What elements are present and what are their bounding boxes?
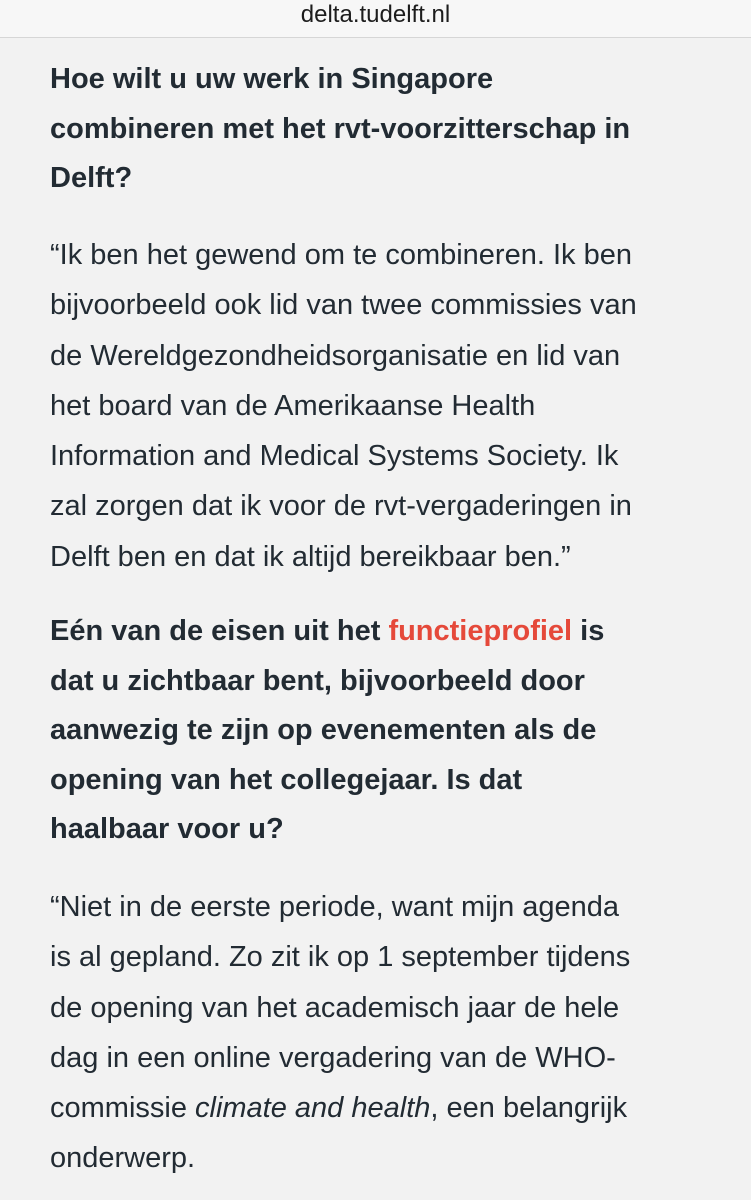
- answer-line: de Wereldgezondheidsorganisatie en lid van: [50, 339, 621, 372]
- url-text[interactable]: delta.tudelft.nl: [300, 1, 451, 28]
- question-line-with-link: [50, 607, 730, 657]
- question-zichtbaar: [50, 607, 730, 855]
- answer-line: het board van de Amerikaanse Health: [50, 389, 536, 422]
- answer-line: Information and Medical Systems Society. Ik: [50, 440, 619, 473]
- answer-line: bijvoorbeeld ook lid van twee commissies van: [50, 289, 637, 322]
- answer-line: onderwerp.: [50, 1142, 196, 1175]
- answer-line: Delft ben en dat ik altijd bereikbaar ben.”: [50, 540, 571, 573]
- question-line: haalbaar voor u?: [50, 813, 284, 845]
- question-line: Hoe wilt u uw werk in Singapore: [50, 63, 494, 95]
- answer-line: “Ik ben het gewend om te combineren. Ik ben: [50, 239, 632, 271]
- answer-eerste-periode: [50, 882, 730, 1184]
- answer-combineren: [50, 230, 730, 582]
- question-singapore: [50, 55, 730, 204]
- question-text: is: [572, 615, 605, 647]
- answer-line: “Niet in de eerste periode, want mijn agenda: [50, 891, 620, 923]
- question-line: dat u zichtbaar bent, bijvoorbeeld door: [50, 664, 585, 697]
- question-line: opening van het collegejaar. Is dat: [50, 763, 523, 796]
- question-line: aanwezig te zijn op evenementen als de: [50, 714, 597, 746]
- answer-text: commissie: [50, 1092, 196, 1125]
- answer-text: , een belangrijk: [430, 1092, 628, 1125]
- italic-phrase: climate and health: [195, 1092, 431, 1125]
- answer-line: is al gepland. Zo zit ik op 1 september tijdens: [50, 941, 631, 974]
- answer-line-with-italic: [50, 1083, 730, 1133]
- answer-line: de opening van het academisch jaar de hele: [50, 991, 620, 1024]
- address-bar[interactable]: [0, 0, 751, 38]
- question-line: combineren met het rvt-voorzitterschap in: [50, 112, 631, 145]
- answer-line: dag in een online vergadering van de WHO-: [50, 1041, 616, 1074]
- question-line: Delft?: [50, 162, 133, 194]
- answer-line: zal zorgen dat ik voor de rvt-vergaderingen in: [50, 490, 632, 523]
- functieprofiel-link[interactable]: functieprofiel: [388, 615, 573, 647]
- question-text: Eén van de eisen uit het: [50, 615, 389, 647]
